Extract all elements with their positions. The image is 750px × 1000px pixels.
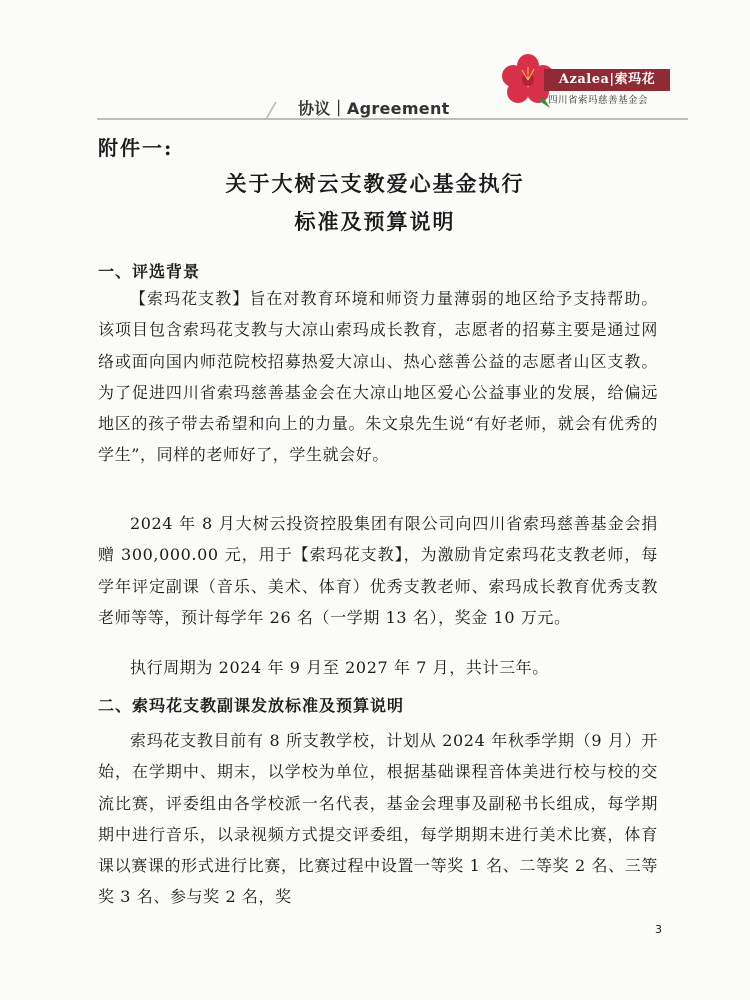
paragraph-period: 执行周期为 2024 年 9 月至 2027 年 7 月，共计三年。 [130,658,549,677]
brand-name: Azalea|索玛花 [544,69,670,91]
header-notch [265,102,299,119]
organization-name: 四川省索玛慈善基金会 [548,95,649,106]
page-number: 3 [655,923,662,936]
logo [498,52,678,110]
header-tab: 协议｜Agreement [298,99,450,118]
document-title-line-1: 关于大树云支教爱心基金执行 [225,171,525,196]
section-heading-standards: 二、索玛花支教副课发放标准及预算说明 [98,696,405,715]
paragraph-background: 【索玛花支教】旨在对教育环境和师资力量薄弱的地区给予支持帮助。该项目包含索玛花支教与大凉山索玛成长教育，志愿者的招募主要是通过网络或面向国内师范院校招募热爱大凉山、热心慈善公益的志愿者山区支教。为了促进四川省索玛慈善基金会在大凉山地区爱心公益事业的发展，给偏远地区的孩子带去希望和向上的力量。朱文泉先生说“有好老师，就会有优秀的学生”，同样的老师好了，学生就会好。 [98,289,658,465]
attachment-label: 附件一: [98,136,174,160]
section-heading-background: 一、评选背景 [98,262,201,281]
paragraph-standards: 索玛花支教目前有 8 所支教学校，计划从 2024 年秋季学期（9 月）开始，在学期中、期末，以学校为单位，根据基础课程音体美进行校与校的交流比赛，评委组由各学校派一名代表，基金会理事及副秘书长组成，每学期期中进行音乐，以录视频方式提交评委组，每学期期末进行美术比赛，体育课以赛课的形式进行比赛，比赛过程中设置一等奖 1 名、二等奖 2 名、三等奖 3 名、参与奖 2 名，奖 [98,731,658,907]
document-title-line-2: 标准及预算说明 [294,209,456,234]
header-rule [97,118,688,120]
paragraph-donation: 2024 年 8 月大树云投资控股集团有限公司向四川省索玛慈善基金会捐赠 300,000.00 元，用于【索玛花支教】，为激励肯定索玛花支教老师，每学年评定副课（音乐、美术、体育）优秀支教老师、索玛成长教育优秀支教老师等等，预计每学年 26 名（一学期 13 名），奖金 10 万元。 [98,514,658,627]
